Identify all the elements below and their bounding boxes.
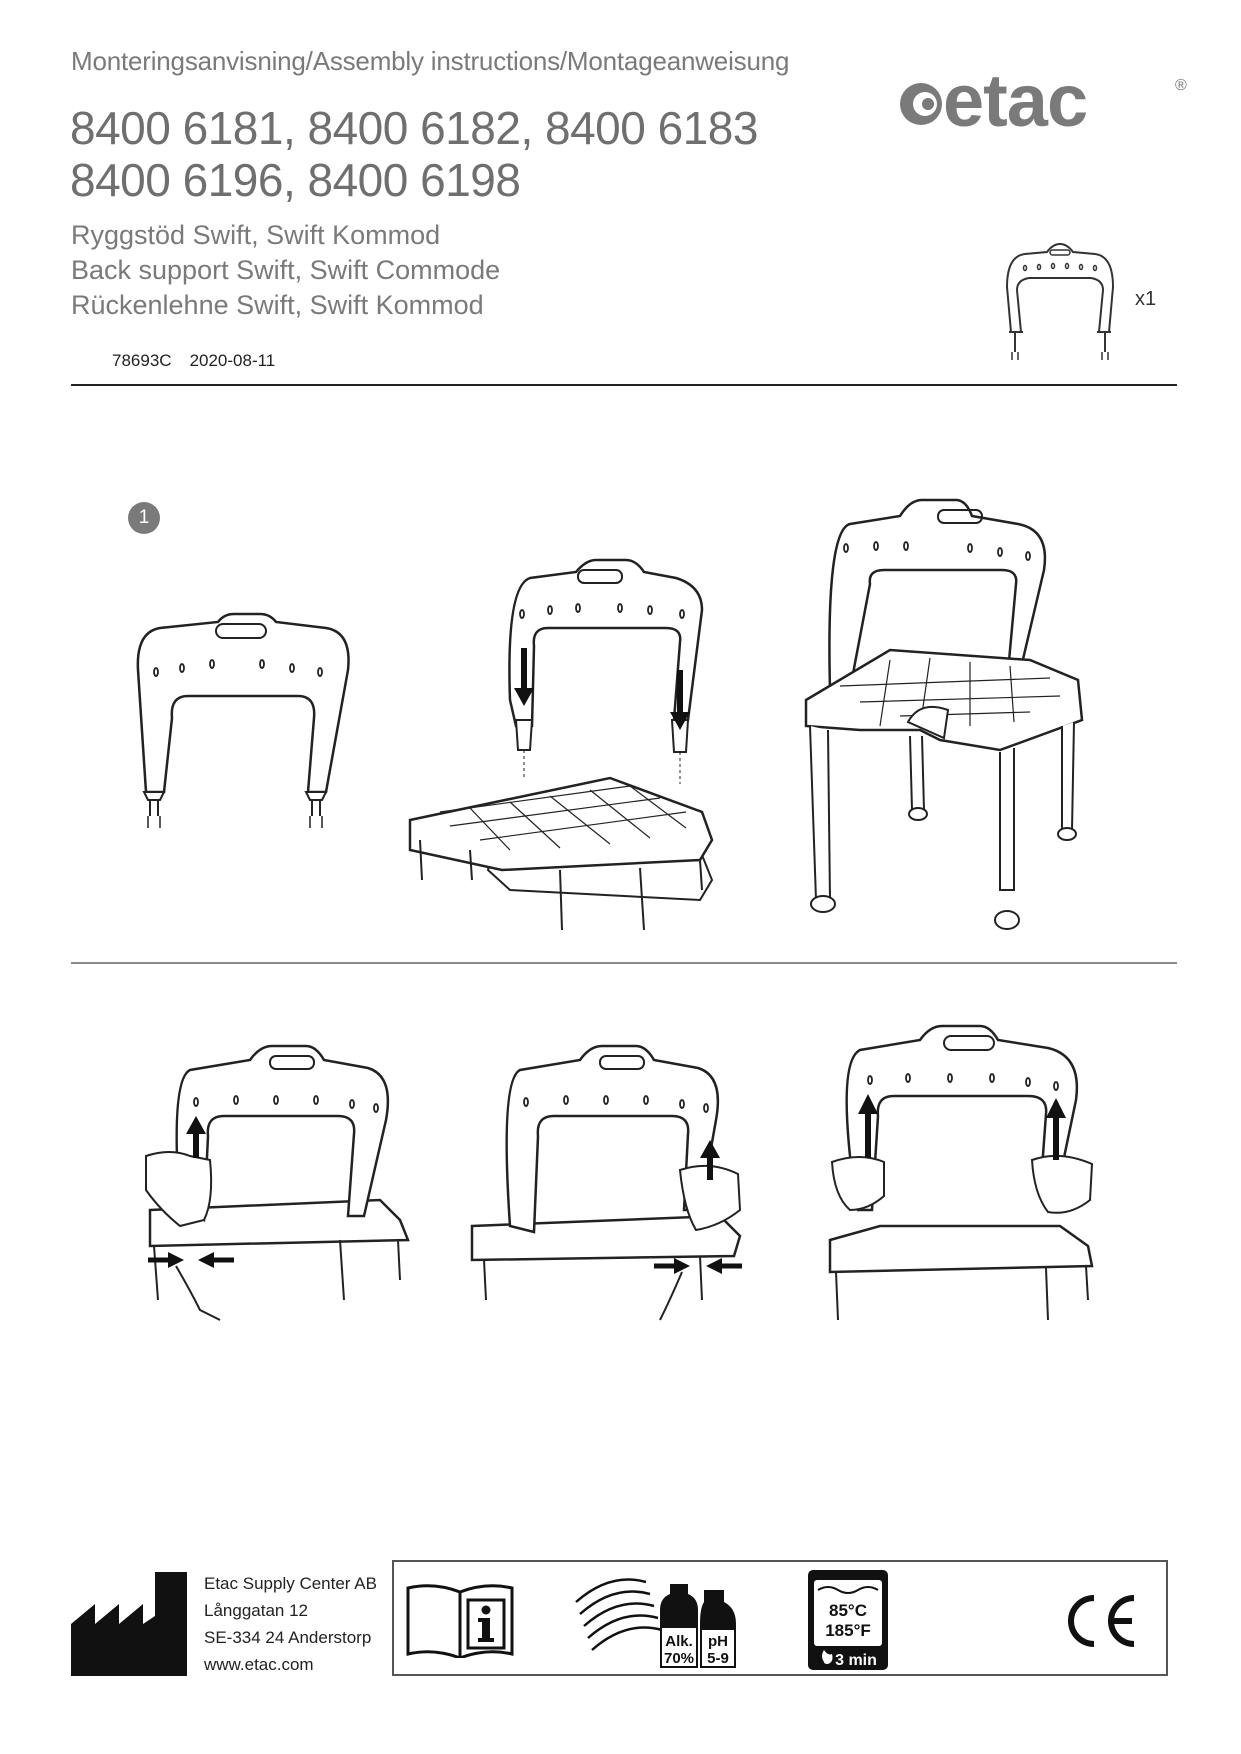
header-divider (71, 384, 1177, 386)
lift-back-support-illustration (820, 1020, 1120, 1340)
disinfection-cleaning-icon (570, 1568, 738, 1672)
product-names (71, 218, 500, 323)
manufacturer-address (204, 1570, 377, 1678)
manufacturer-city: SE-334 24 Anderstorp (204, 1628, 372, 1647)
assembled-commode-chair-illustration (800, 490, 1100, 940)
consult-instructions-icon (404, 1580, 516, 1658)
document-date: 2020-08-11 (189, 351, 276, 370)
manufacturer-icon (71, 1572, 187, 1676)
wash-temperature-fahrenheit: 185°F (825, 1621, 871, 1640)
manufacturer-company: Etac Supply Center AB (204, 1574, 377, 1593)
product-codes-line2: 8400 6196, 8400 6198 (70, 154, 521, 206)
etac-logo (893, 60, 1193, 140)
symbol-panel (392, 1560, 1168, 1676)
logo-wordmark: etac (943, 60, 1088, 140)
back-support-insertion-illustration (400, 550, 720, 930)
manufacturer-website: www.etac.com (204, 1655, 314, 1674)
back-support-part-icon (995, 242, 1125, 372)
part-quantity: x1 (1135, 288, 1157, 310)
ce-mark-icon (1064, 1592, 1140, 1650)
document-title: Monteringsanvisning/Assembly instructions/Montageanweisung (71, 46, 790, 76)
alcohol-percent: 70% (663, 1650, 695, 1667)
product-name-german: Rückenlehne Swift, Swift Kommod (71, 290, 484, 320)
step-number-badge: 1 (128, 502, 160, 534)
document-reference (112, 351, 275, 371)
ph-range: 5-9 (707, 1650, 729, 1667)
wash-temperature-celsius: 85°C (829, 1601, 867, 1620)
back-support-illustration (130, 610, 360, 850)
registered-mark: ® (1175, 77, 1187, 94)
product-name-english: Back support Swift, Swift Commode (71, 255, 501, 285)
product-codes (70, 102, 758, 206)
product-codes-line1: 8400 6181, 8400 6182, 8400 6183 (70, 102, 758, 154)
product-name-swedish: Ryggstöd Swift, Swift Kommod (71, 220, 441, 250)
wash-duration: 3 min (835, 1652, 877, 1669)
document-number: 78693C (112, 351, 172, 370)
alcohol-label: Alk. (665, 1633, 693, 1650)
manufacturer-street: Långgatan 12 (204, 1601, 308, 1620)
ph-label: pH (708, 1633, 728, 1650)
section-divider (71, 962, 1177, 964)
release-left-latch-illustration (140, 1040, 420, 1330)
machine-wash-icon (806, 1568, 890, 1672)
release-right-latch-illustration (470, 1040, 750, 1330)
